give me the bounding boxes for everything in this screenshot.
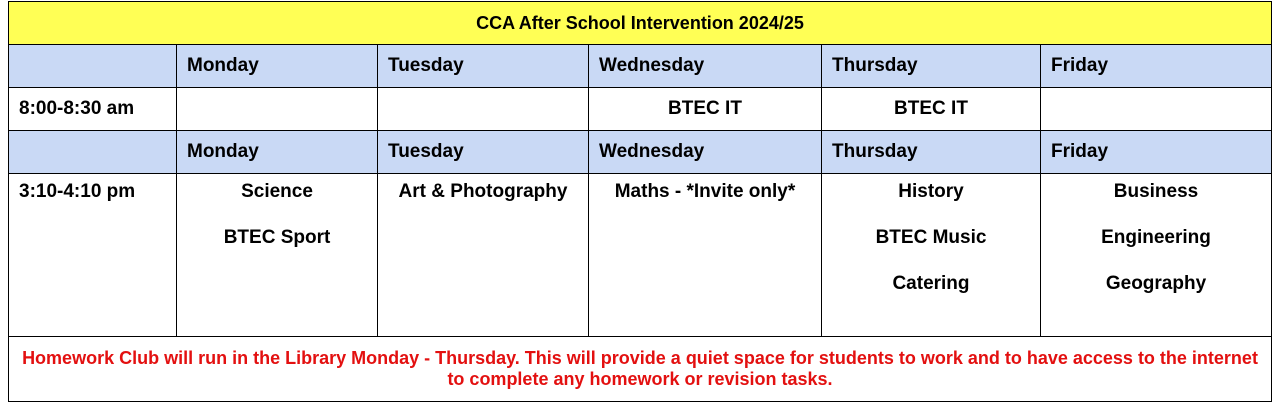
afternoon-row (9, 174, 1272, 337)
time-header-cell (9, 45, 177, 88)
morning-monday (177, 88, 378, 131)
day-header-tuesday: Tuesday (378, 131, 589, 174)
title-row (9, 2, 1272, 45)
intervention-timetable (8, 1, 1272, 402)
time-label: 3:10-4:10 pm (19, 181, 136, 202)
day-header-wednesday: Wednesday (589, 45, 822, 88)
session-item: BTEC Music (875, 227, 987, 248)
afternoon-tuesday (378, 174, 589, 337)
session-item: Engineering (1101, 227, 1211, 248)
day-header-monday: Monday (177, 45, 378, 88)
day-header-tuesday: Tuesday (378, 45, 589, 88)
session-item: Catering (892, 273, 970, 294)
note-row (9, 337, 1272, 402)
session-item: Science (241, 181, 313, 202)
afternoon-monday (177, 174, 378, 337)
session-item: History (898, 181, 964, 202)
morning-time: 8:00-8:30 am (9, 88, 177, 131)
session-item: BTEC IT (668, 98, 742, 119)
afternoon-friday (1041, 174, 1272, 337)
afternoon-time (9, 174, 177, 337)
morning-thursday (822, 88, 1041, 131)
day-header-thursday: Thursday (822, 131, 1041, 174)
day-header-friday: Friday (1041, 131, 1272, 174)
day-header-friday: Friday (1041, 45, 1272, 88)
session-item: Geography (1105, 273, 1207, 294)
homework-club-note: Homework Club will run in the Library Monday - Thursday. This will provide a quiet space for students to work and to have access to the internet to complete any homework or revision tasks. (9, 337, 1272, 402)
day-header-row-afternoon (9, 131, 1272, 174)
table-title: CCA After School Intervention 2024/25 (9, 2, 1272, 45)
morning-friday (1041, 88, 1272, 131)
session-item: BTEC Sport (223, 227, 331, 248)
morning-row (9, 88, 1272, 131)
session-item: Business (1113, 181, 1199, 202)
time-header-cell (9, 131, 177, 174)
day-header-row-morning (9, 45, 1272, 88)
session-item: Art & Photography (398, 181, 568, 202)
day-header-wednesday: Wednesday (589, 131, 822, 174)
session-item: Maths - *Invite only* (614, 181, 796, 202)
afternoon-wednesday (589, 174, 822, 337)
session-item: BTEC IT (894, 98, 968, 119)
afternoon-thursday (822, 174, 1041, 337)
day-header-monday: Monday (177, 131, 378, 174)
morning-tuesday (378, 88, 589, 131)
day-header-thursday: Thursday (822, 45, 1041, 88)
morning-wednesday (589, 88, 822, 131)
